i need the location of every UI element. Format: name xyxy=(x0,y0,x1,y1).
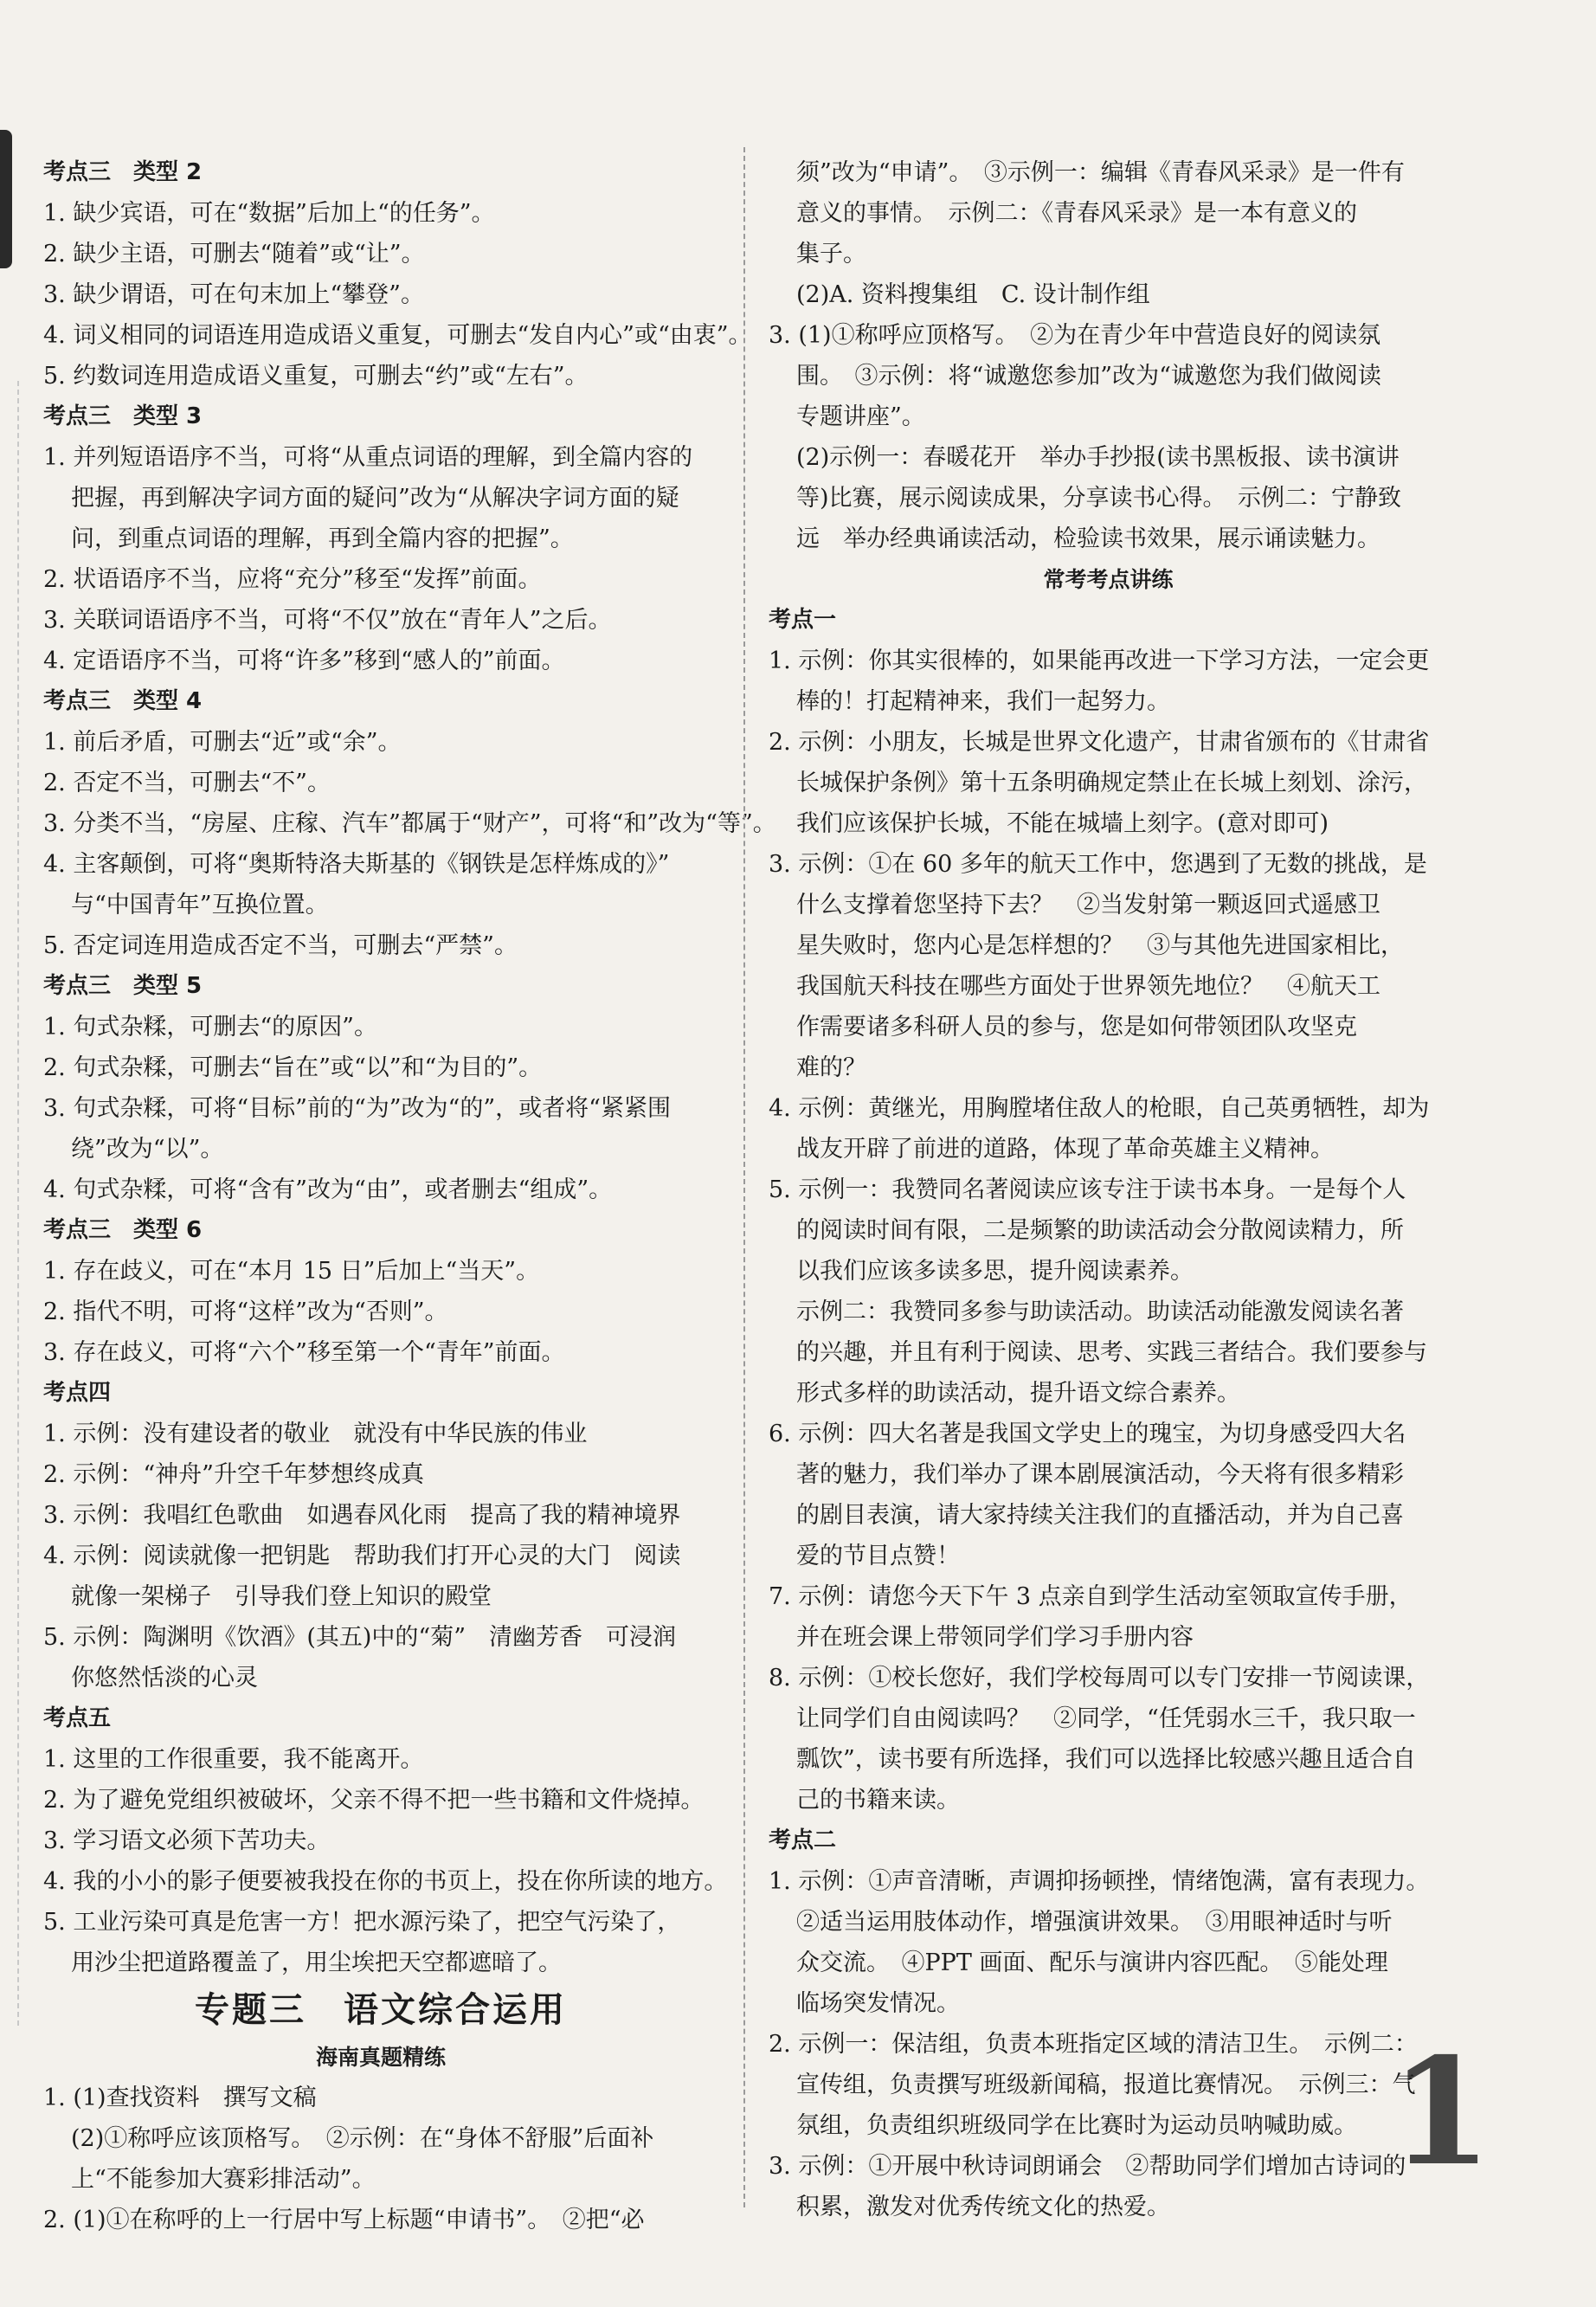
text-line: 战友开辟了前进的道路，体现了革命英雄主义精神。 xyxy=(796,1136,1334,1163)
text-line: 5. 否定词连用造成否定不当，可删去“严禁”。 xyxy=(43,932,518,959)
section-heading: 考点三 类型 6 xyxy=(43,1217,203,1243)
text-line: 积累，激发对优秀传统文化的热爱。 xyxy=(796,2194,1170,2220)
text-line: 3. (1)①称呼应顶格写。 ②为在青少年中营造良好的阅读氛 xyxy=(769,322,1381,349)
text-line: 1. (1)查找资料 撰写文稿 xyxy=(43,2085,317,2111)
text-line: 爱的节目点赞！ xyxy=(796,1543,960,1569)
text-line: 氛组，负责组织班级同学在比赛时为运动员呐喊助威。 xyxy=(796,2112,1357,2139)
text-line: 1. 示例：①声音清晰，声调抑扬顿挫，情绪饱满，富有表现力。 xyxy=(769,1868,1430,1895)
text-line: 意义的事情。 示例二：《青春风采录》是一本有意义的 xyxy=(796,200,1357,227)
section-heading: 考点三 类型 5 xyxy=(43,973,203,999)
text-line: 3. 学习语文必须下苦功夫。 xyxy=(43,1827,331,1854)
text-line: 2. 示例：小朋友，长城是世界文化遗产，甘肃省颁布的《甘肃省 xyxy=(769,729,1430,756)
text-line: 2. 状语语序不当，应将“充分”移至“发挥”前面。 xyxy=(43,566,542,593)
text-line: 围。 ③示例：将“诚邀您参加”改为“诚邀您为我们做阅读 xyxy=(796,363,1381,390)
text-line: 3. 示例：①开展中秋诗词朗诵会 ②帮助同学们增加古诗词的 xyxy=(769,2153,1406,2180)
text-line: 作需要诸多科研人员的参与，您是如何带领团队攻坚克 xyxy=(796,1014,1357,1041)
text-line: 5. 工业污染可真是危害一方！把水源污染了，把空气污染了， xyxy=(43,1909,681,1936)
text-line: 绕”改为“以”。 xyxy=(71,1136,224,1163)
text-line: 形式多样的助读活动，提升语文综合素养。 xyxy=(796,1380,1240,1407)
text-line: 3. 句式杂糅，可将“目标”前的“为”改为“的”，或者将“紧紧围 xyxy=(43,1095,671,1122)
text-line: 把握，再到解决字词方面的疑问”改为“从解决字词方面的疑 xyxy=(71,485,679,512)
text-line: 的剧目表演，请大家持续关注我们的直播活动，并为自己喜 xyxy=(796,1502,1404,1529)
subsection-title: 海南真题精练 xyxy=(315,2045,446,2070)
text-line: 1. 缺少宾语，可在“数据”后加上“的任务”。 xyxy=(43,200,495,227)
text-line: 棒的！打起精神来，我们一起努力。 xyxy=(796,688,1170,715)
subsection-title: 常考考点讲练 xyxy=(1043,567,1174,592)
section-heading: 考点四 xyxy=(43,1380,112,1406)
text-line: 集子。 xyxy=(796,241,866,267)
text-line: 示例二：我赞同多参与助读活动。助读活动能激发阅读名著 xyxy=(796,1298,1404,1325)
section-heading: 考点一 xyxy=(769,607,837,633)
text-line: 3. 分类不当，“房屋、庄稼、汽车”都属于“财产”，可将“和”改为“等”。 xyxy=(43,810,776,837)
text-line: 2. 句式杂糅，可删去“旨在”或“以”和“为目的”。 xyxy=(43,1054,543,1081)
topic-title: 专题三 语文综合运用 xyxy=(195,1989,567,2030)
text-line: 以我们应该多读多思，提升阅读素养。 xyxy=(796,1258,1194,1285)
text-line: 1. 句式杂糅，可删去“的原因”。 xyxy=(43,1014,377,1041)
text-line: 并在班会课上带领同学们学习手册内容 xyxy=(796,1624,1194,1651)
text-line: 2. (1)①在称呼的上一行居中写上标题“申请书”。 ②把“必 xyxy=(43,2207,645,2233)
text-line: 4. 示例：阅读就像一把钥匙 帮助我们打开心灵的大门 阅读 xyxy=(43,1543,681,1569)
left-column xyxy=(43,152,776,2240)
column-divider xyxy=(743,147,745,2207)
text-line: 2. 缺少主语，可删去“随着”或“让”。 xyxy=(43,241,425,267)
section-heading: 考点二 xyxy=(769,1827,837,1853)
text-line: 的阅读时间有限，二是频繁的助读活动会分散阅读精力，所 xyxy=(796,1217,1404,1244)
text-line: 与“中国青年”互换位置。 xyxy=(71,892,329,918)
page-number: 1 xyxy=(1389,2026,1492,2199)
text-line: 瓢饮”，读书要有所选择，我们可以选择比较感兴趣且适合自 xyxy=(796,1746,1416,1773)
section-heading: 考点三 类型 3 xyxy=(43,403,203,429)
text-line: (2)①称呼应该顶格写。 ②示例：在“身体不舒服”后面补 xyxy=(71,2125,654,2152)
text-line: 2. 指代不明，可将“这样”改为“否则”。 xyxy=(43,1298,448,1325)
text-line: 等)比赛，展示阅读成果，分享读书心得。 示例二：宁静致 xyxy=(796,485,1402,512)
text-line: 2. 示例：“神舟”升空千年梦想终成真 xyxy=(43,1461,424,1488)
text-line: 3. 示例：我唱红色歌曲 如遇春风化雨 提高了我的精神境界 xyxy=(43,1502,681,1529)
text-line: 上“不能参加大赛彩排活动”。 xyxy=(71,2166,376,2193)
text-line: ②适当运用肢体动作，增强演讲效果。 ③用眼神适时与听 xyxy=(796,1909,1393,1936)
text-line: 须”改为“申请”。 ③示例一：编辑《青春风采录》是一件有 xyxy=(796,159,1405,186)
right-column xyxy=(769,152,1448,2227)
text-line: 4. 我的小小的影子便要被我投在你的书页上，投在你所读的地方。 xyxy=(43,1868,728,1895)
text-line: 2. 否定不当，可删去“不”。 xyxy=(43,770,331,796)
text-line: 5. 约数词连用造成语义重复，可删去“约”或“左右”。 xyxy=(43,363,589,390)
text-line: 临场突发情况。 xyxy=(796,1990,960,2017)
text-line: 1. 存在歧义，可在“本月 15 日”后加上“当天”。 xyxy=(43,1258,540,1285)
text-line: 1. 这里的工作很重要，我不能离开。 xyxy=(43,1746,424,1773)
text-line: 4. 句式杂糅，可将“含有”改为“由”，或者删去“组成”。 xyxy=(43,1176,613,1203)
text-line: 己的书籍来读。 xyxy=(796,1787,960,1814)
text-line: 难的？ xyxy=(796,1054,866,1081)
text-line: 专题讲座”。 xyxy=(796,403,925,430)
text-line: 3. 关联词语语序不当，可将“不仅”放在“青年人”之后。 xyxy=(43,607,612,634)
text-line: 7. 示例：请您今天下午 3 点亲自到学生活动室领取宣传手册， xyxy=(769,1583,1413,1610)
section-heading: 考点五 xyxy=(43,1705,112,1731)
text-line: 4. 定语语序不当，可将“许多”移到“感人的”前面。 xyxy=(43,648,565,674)
binding-mark xyxy=(0,130,12,268)
text-line: 1. 示例：你其实很棒的，如果能再改进一下学习方法，一定会更 xyxy=(769,648,1430,674)
text-line: 就像一架梯子 引导我们登上知识的殿堂 xyxy=(71,1583,492,1610)
text-line: 3. 缺少谓语，可在句末加上“攀登”。 xyxy=(43,281,424,308)
text-line: 让同学们自由阅读吗？ ②同学，“任凭弱水三千，我只取一 xyxy=(796,1705,1416,1732)
text-line: 长城保护条例》第十五条明确规定禁止在长城上刻划、涂污， xyxy=(796,770,1427,796)
margin-dashed-line xyxy=(17,381,19,2026)
text-line: 8. 示例：①校长您好，我们学校每周可以专门安排一节阅读课， xyxy=(769,1665,1430,1692)
text-line: 4. 主客颠倒，可将“奥斯特洛夫斯基的《钢铁是怎样炼成的》” xyxy=(43,851,670,878)
text-line: 星失败时，您内心是怎样想的？ ③与其他先进国家相比， xyxy=(796,932,1404,959)
text-line: 4. 示例：黄继光，用胸膛堵住敌人的枪眼，自己英勇牺牲，却为 xyxy=(769,1095,1430,1122)
text-line: 用沙尘把道路覆盖了，用尘埃把天空都遮暗了。 xyxy=(71,1949,562,1976)
text-line: 著的魅力，我们举办了课本剧展演活动，今天将有很多精彩 xyxy=(796,1461,1404,1488)
section-heading: 考点三 类型 4 xyxy=(43,688,203,714)
text-line: 1. 并列短语语序不当，可将“从重点词语的理解，到全篇内容的 xyxy=(43,444,693,471)
text-line: (2)A. 资料搜集组 C. 设计制作组 xyxy=(796,281,1150,308)
text-line: 什么支撑着您坚持下去？ ②当发射第一颗返回式遥感卫 xyxy=(796,892,1380,918)
section-heading: 考点三 类型 2 xyxy=(43,159,203,185)
text-line: 远 举办经典诵读活动，检验读书效果，展示诵读魅力。 xyxy=(796,525,1380,552)
text-line: 4. 词义相同的词语连用造成语义重复，可删去“发自内心”或“由衷”。 xyxy=(43,322,752,349)
text-line: 3. 示例：①在 60 多年的航天工作中，您遇到了无数的挑战，是 xyxy=(769,851,1427,878)
text-line: 5. 示例：陶渊明《饮酒》(其五)中的“菊” 清幽芳香 可浸润 xyxy=(43,1624,677,1651)
text-line: 的兴趣，并且有利于阅读、思考、实践三者结合。我们要参与 xyxy=(796,1339,1427,1366)
text-line: 2. 为了避免党组织被破坏，父亲不得不把一些书籍和文件烧掉。 xyxy=(43,1787,705,1814)
text-line: 1. 前后矛盾，可删去“近”或“余”。 xyxy=(43,729,402,756)
text-line: 5. 示例一：我赞同名著阅读应该专注于读书本身。一是每个人 xyxy=(769,1176,1406,1203)
text-line: 我们应该保护长城，不能在城墙上刻字。(意对即可) xyxy=(796,810,1329,837)
text-line: 6. 示例：四大名著是我国文学史上的瑰宝，为切身感受四大名 xyxy=(769,1421,1406,1447)
text-line: 我国航天科技在哪些方面处于世界领先地位？ ④航天工 xyxy=(796,973,1380,1000)
text-line: 宣传组，负责撰写班级新闻稿，报道比赛情况。 示例三：气 xyxy=(796,2072,1416,2098)
text-line: 2. 示例一：保洁组，负责本班指定区域的清洁卫生。 示例二： xyxy=(769,2031,1418,2058)
text-line: (2)示例一：春暖花开 举办手抄报(读书黑板报、读书演讲 xyxy=(796,444,1400,471)
text-line: 1. 示例：没有建设者的敬业 就没有中华民族的伟业 xyxy=(43,1421,588,1447)
text-line: 问，到重点词语的理解，再到全篇内容的把握”。 xyxy=(71,525,574,552)
text-line: 众交流。 ④PPT 画面、配乐与演讲内容匹配。 ⑤能处理 xyxy=(796,1949,1388,1976)
text-line: 你悠然恬淡的心灵 xyxy=(71,1665,258,1692)
text-line: 3. 存在歧义，可将“六个”移至第一个“青年”前面。 xyxy=(43,1339,565,1366)
